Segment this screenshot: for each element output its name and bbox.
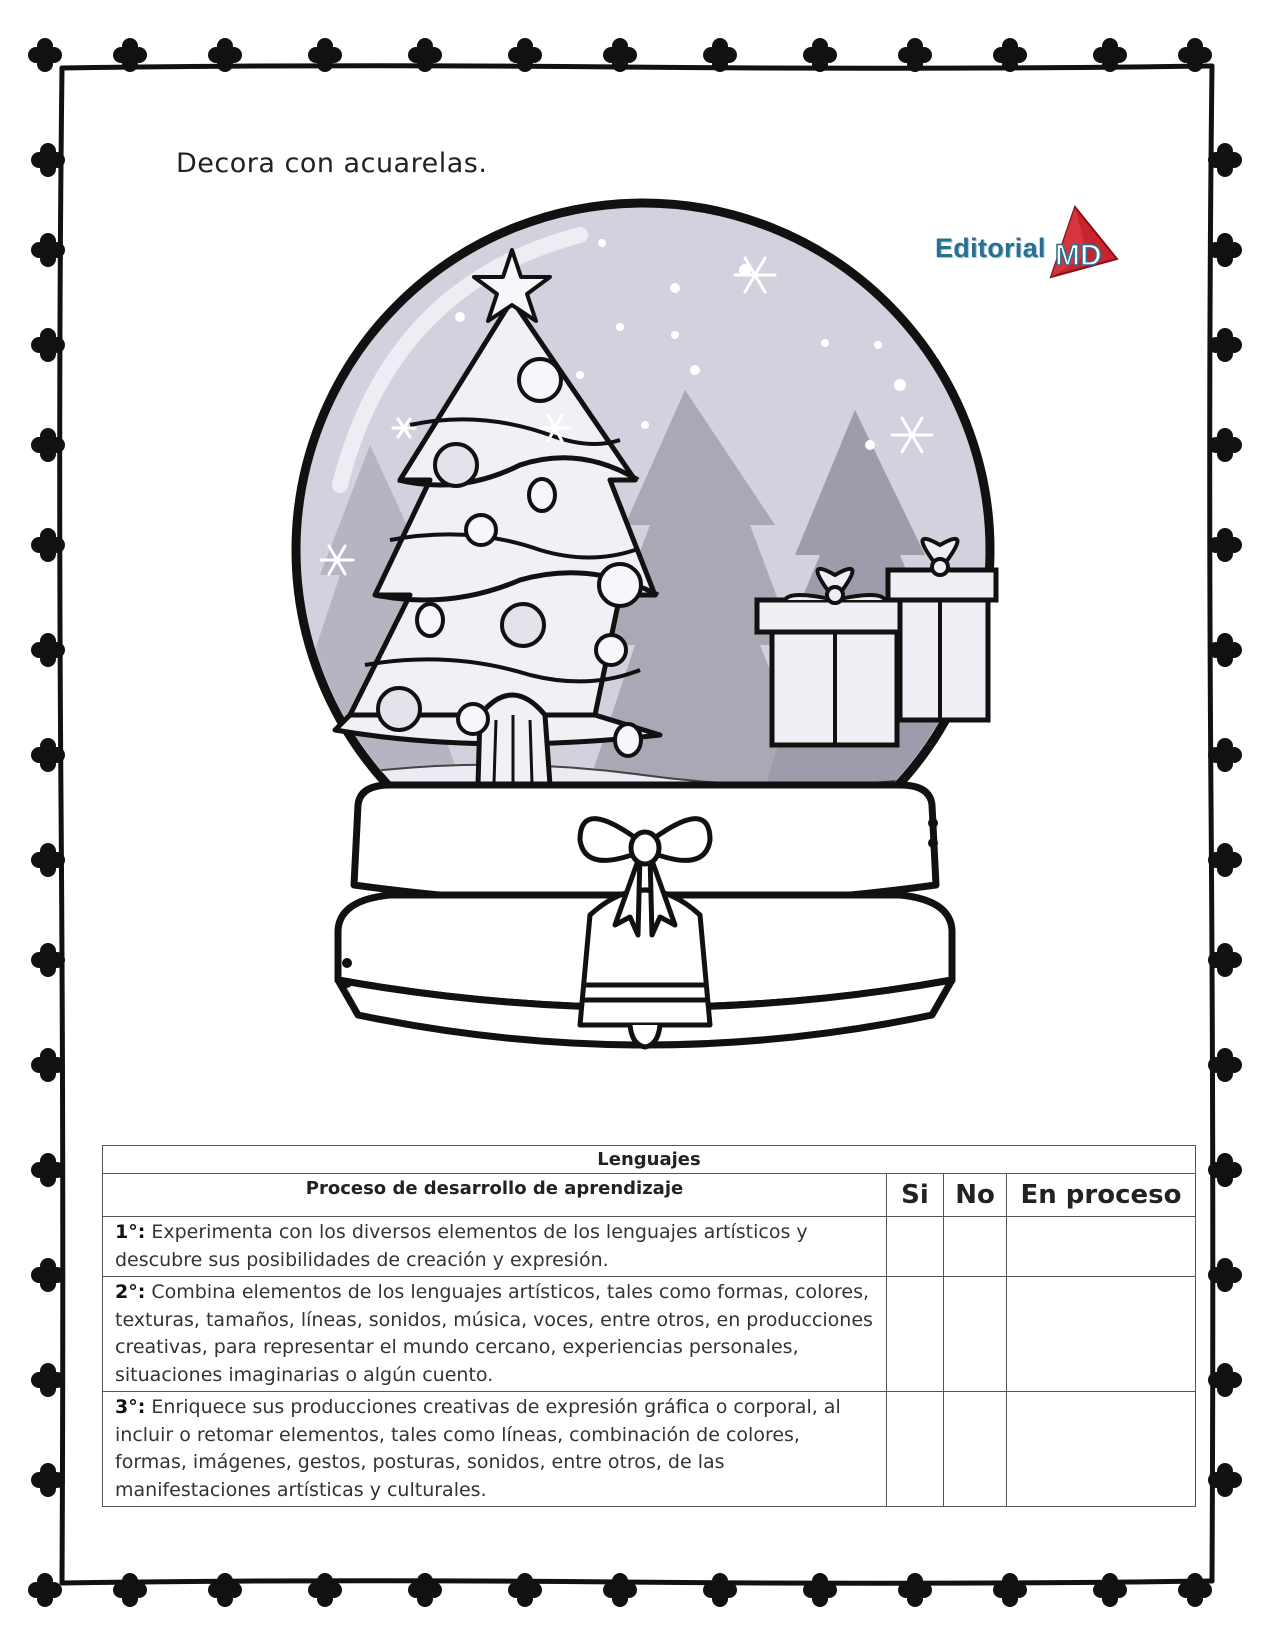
- border-flower-icon: [31, 1363, 65, 1397]
- logo-triangle-icon: [1047, 205, 1119, 285]
- border-flower-icon: [703, 1573, 737, 1607]
- border-flower-icon: [28, 38, 62, 72]
- criterion-2: [103, 1277, 887, 1392]
- table-row: [103, 1392, 1196, 1507]
- border-flower-icon: [508, 1573, 542, 1607]
- border-flower-icon: [1208, 428, 1242, 462]
- criterion-3: [103, 1392, 887, 1507]
- border-flower-icon: [308, 1573, 342, 1607]
- criterion-1: [103, 1217, 887, 1277]
- border-flower-icon: [1208, 233, 1242, 267]
- border-flower-icon: [113, 1573, 147, 1607]
- snow-globe-illustration: [280, 195, 1010, 1095]
- border-flower-icon: [1208, 633, 1242, 667]
- checkbox-cell-no[interactable]: [944, 1217, 1007, 1277]
- criterion-text: Enriquece sus producciones creativas de expresión gráfica o corporal, al incluir o retomar elementos, tales como líneas, combinación de colores, formas, imágenes, gestos, posturas, sonidos, entre otros, de las manifestaciones artísticas y culturales.: [115, 1396, 841, 1501]
- checkbox-cell-si[interactable]: [887, 1277, 944, 1392]
- checkbox-cell-en-proceso[interactable]: [1007, 1217, 1196, 1277]
- criterion-text: Experimenta con los diversos elementos de los lenguajes artísticos y descubre sus posibilidades de creación y expresión.: [115, 1221, 808, 1271]
- border-flower-icon: [31, 1153, 65, 1187]
- table-row: [103, 1277, 1196, 1392]
- instruction-text: Decora con acuarelas.: [176, 148, 488, 179]
- grade-label: 3°:: [115, 1396, 146, 1418]
- table-row: [103, 1217, 1196, 1277]
- border-flower-icon: [603, 1573, 637, 1607]
- border-flower-icon: [208, 1573, 242, 1607]
- table-title: Lenguajes: [103, 1146, 1196, 1174]
- checkbox-cell-si[interactable]: [887, 1217, 944, 1277]
- border-flower-icon: [31, 1463, 65, 1497]
- logo-text: Editorial: [935, 233, 1046, 263]
- border-flower-icon: [993, 1573, 1027, 1607]
- logo-mark-text: MD: [1055, 239, 1102, 272]
- checkbox-cell-en-proceso[interactable]: [1007, 1277, 1196, 1392]
- header-si: Si: [887, 1174, 944, 1217]
- border-flower-icon: [31, 1048, 65, 1082]
- checkbox-cell-en-proceso[interactable]: [1007, 1392, 1196, 1507]
- border-flower-icon: [408, 1573, 442, 1607]
- evaluation-table: [102, 1145, 1196, 1507]
- border-flower-icon: [1178, 1573, 1212, 1607]
- checkbox-cell-no[interactable]: [944, 1277, 1007, 1392]
- grade-label: 1°:: [115, 1221, 146, 1243]
- border-flower-icon: [28, 1573, 62, 1607]
- grade-label: 2°:: [115, 1281, 146, 1303]
- border-flower-icon: [1093, 1573, 1127, 1607]
- border-flower-icon: [1208, 328, 1242, 362]
- header-process: Proceso de desarrollo de aprendizaje: [103, 1174, 887, 1217]
- border-flower-icon: [1208, 528, 1242, 562]
- header-en-proceso: En proceso: [1007, 1174, 1196, 1217]
- criterion-text: Combina elementos de los lenguajes artísticos, tales como formas, colores, texturas, tamaños, líneas, sonidos, música, voces, entre otros, en producciones creativas, para representar el mundo cercano, experiencias personales, situaciones imaginarias o algún cuento.: [115, 1281, 873, 1386]
- border-flower-icon: [898, 1573, 932, 1607]
- header-no: No: [944, 1174, 1007, 1217]
- checkbox-cell-si[interactable]: [887, 1392, 944, 1507]
- border-flower-icon: [31, 1258, 65, 1292]
- bow-and-bell: [580, 819, 710, 1047]
- checkbox-cell-no[interactable]: [944, 1392, 1007, 1507]
- border-flower-icon: [803, 1573, 837, 1607]
